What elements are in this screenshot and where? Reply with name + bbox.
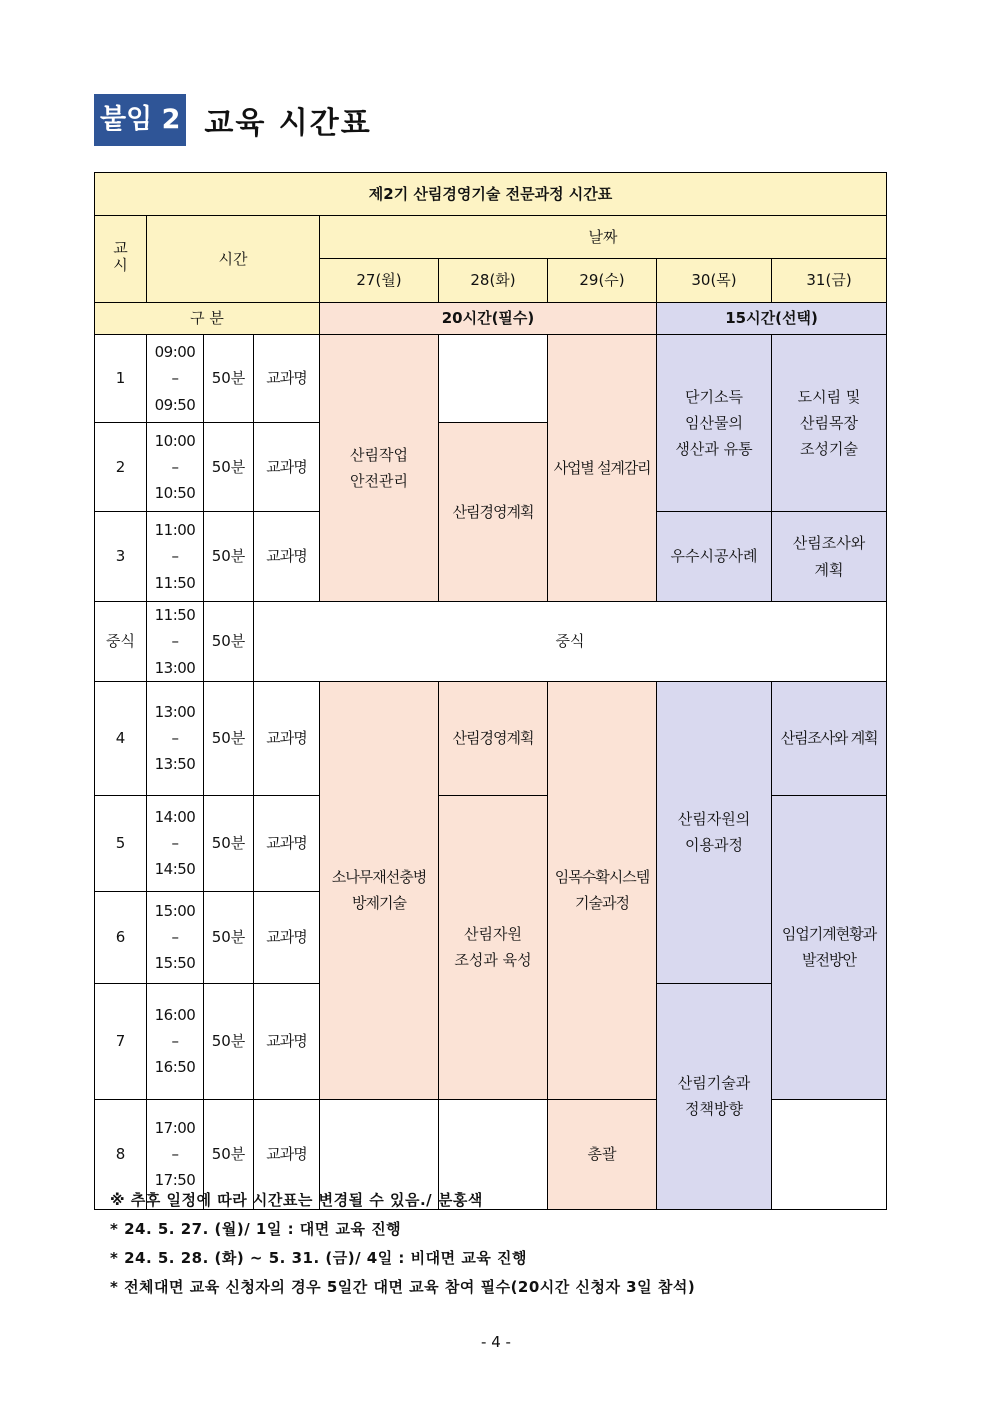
note-item: * 24. 5. 27. (월)/ 1일 : 대면 교육 진행 <box>110 1220 402 1238</box>
day-header-tue: 28(화) <box>439 259 548 303</box>
page-number: - 4 - <box>481 1333 511 1351</box>
period-number: 7 <box>95 983 147 1099</box>
note-item: ※ 추후 일정에 따라 시간표는 변경될 수 있음./ 분홍색 <box>110 1191 483 1209</box>
duration: 50분 <box>204 512 254 602</box>
course-forest-survey: 산림조사와 계획 <box>772 512 887 602</box>
timetable-title: 제2기 산림경영기술 전문과정 시간표 <box>95 173 887 216</box>
time-range: 17:00 – 17:50 <box>147 1099 204 1209</box>
subject-label: 교과명 <box>254 335 320 423</box>
duration: 50분 <box>204 1099 254 1209</box>
day-header-wed: 29(수) <box>548 259 657 303</box>
subject-label: 교과명 <box>254 1099 320 1209</box>
date-header: 날짜 <box>320 216 887 259</box>
course-design-supervision: 사업별 설계감리 <box>548 335 657 602</box>
course-forest-resource-use: 산림자원의 이용과정 <box>657 681 772 983</box>
time-range: 15:00 – 15:50 <box>147 891 204 983</box>
empty-slot <box>772 1099 887 1209</box>
course-forest-resource-cultivation: 산림자원 조성과 육성 <box>439 795 548 1099</box>
lunch-break: 중식 <box>254 602 887 682</box>
period-number: 1 <box>95 335 147 423</box>
day-header-mon: 27(월) <box>320 259 439 303</box>
period-header: 교시 <box>95 216 147 303</box>
subject-label: 교과명 <box>254 512 320 602</box>
period-number: 6 <box>95 891 147 983</box>
course-forest-tech-policy: 산림기술과 정책방향 <box>657 983 772 1209</box>
subject-label: 교과명 <box>254 891 320 983</box>
time-range: 14:00 – 14:50 <box>147 795 204 891</box>
subject-label: 교과명 <box>254 795 320 891</box>
time-range: 13:00 – 13:50 <box>147 681 204 795</box>
course-forest-work-safety: 산림작업 안전관리 <box>320 335 439 602</box>
page-heading <box>94 94 372 146</box>
day-header-thu: 30(목) <box>657 259 772 303</box>
time-range: 09:00 – 09:50 <box>147 335 204 423</box>
period-number: 8 <box>95 1099 147 1209</box>
course-forest-management-plan: 산림경영계획 <box>439 423 548 602</box>
period-number: 5 <box>95 795 147 891</box>
subject-label: 교과명 <box>254 983 320 1099</box>
duration: 50분 <box>204 983 254 1099</box>
duration: 50분 <box>204 423 254 512</box>
lunch-label: 중식 <box>95 602 147 682</box>
time-range: 10:00 – 10:50 <box>147 423 204 512</box>
time-range: 11:50 – 13:00 <box>147 602 204 682</box>
timetable <box>94 172 887 1210</box>
duration: 50분 <box>204 891 254 983</box>
period-number: 4 <box>95 681 147 795</box>
subject-label: 교과명 <box>254 681 320 795</box>
attachment-badge: 붙임 2 <box>94 94 186 146</box>
subject-label: 교과명 <box>254 423 320 512</box>
course-forest-survey: 산림조사와 계획 <box>772 681 887 795</box>
duration: 50분 <box>204 335 254 423</box>
course-best-practices: 우수시공사례 <box>657 512 772 602</box>
course-forest-management-plan: 산림경영계획 <box>439 681 548 795</box>
page-title: 교육 시간표 <box>204 106 372 141</box>
course-forestry-machinery: 임업기계현황과 발전방안 <box>772 795 887 1099</box>
course-short-term-forest-products: 단기소득 임산물의 생산과 유통 <box>657 335 772 512</box>
time-range: 11:00 – 11:50 <box>147 512 204 602</box>
course-pine-wilt-control: 소나무재선충병 방제기술 <box>320 681 439 1099</box>
required-hours: 20시간(필수) <box>320 303 657 335</box>
period-number: 3 <box>95 512 147 602</box>
time-header: 시간 <box>147 216 320 303</box>
period-number: 2 <box>95 423 147 512</box>
duration: 50분 <box>204 681 254 795</box>
optional-hours: 15시간(선택) <box>657 303 887 335</box>
time-range: 16:00 – 16:50 <box>147 983 204 1099</box>
empty-slot <box>439 335 548 423</box>
category-label: 구 분 <box>95 303 320 335</box>
course-wrap-up: 총괄 <box>548 1099 657 1209</box>
note-item: * 전체대면 교육 신청자의 경우 5일간 대면 교육 참여 필수(20시간 신청자 3일 참석) <box>110 1278 696 1296</box>
day-header-fri: 31(금) <box>772 259 887 303</box>
note-item: * 24. 5. 28. (화) ~ 5. 31. (금)/ 4일 : 비대면 교육 진행 <box>110 1249 528 1267</box>
duration: 50분 <box>204 602 254 682</box>
notes <box>110 1186 695 1302</box>
duration: 50분 <box>204 795 254 891</box>
course-urban-forest: 도시림 및 산림목장 조성기술 <box>772 335 887 512</box>
course-timber-harvest-system: 임목수확시스템 기술과정 <box>548 681 657 1099</box>
